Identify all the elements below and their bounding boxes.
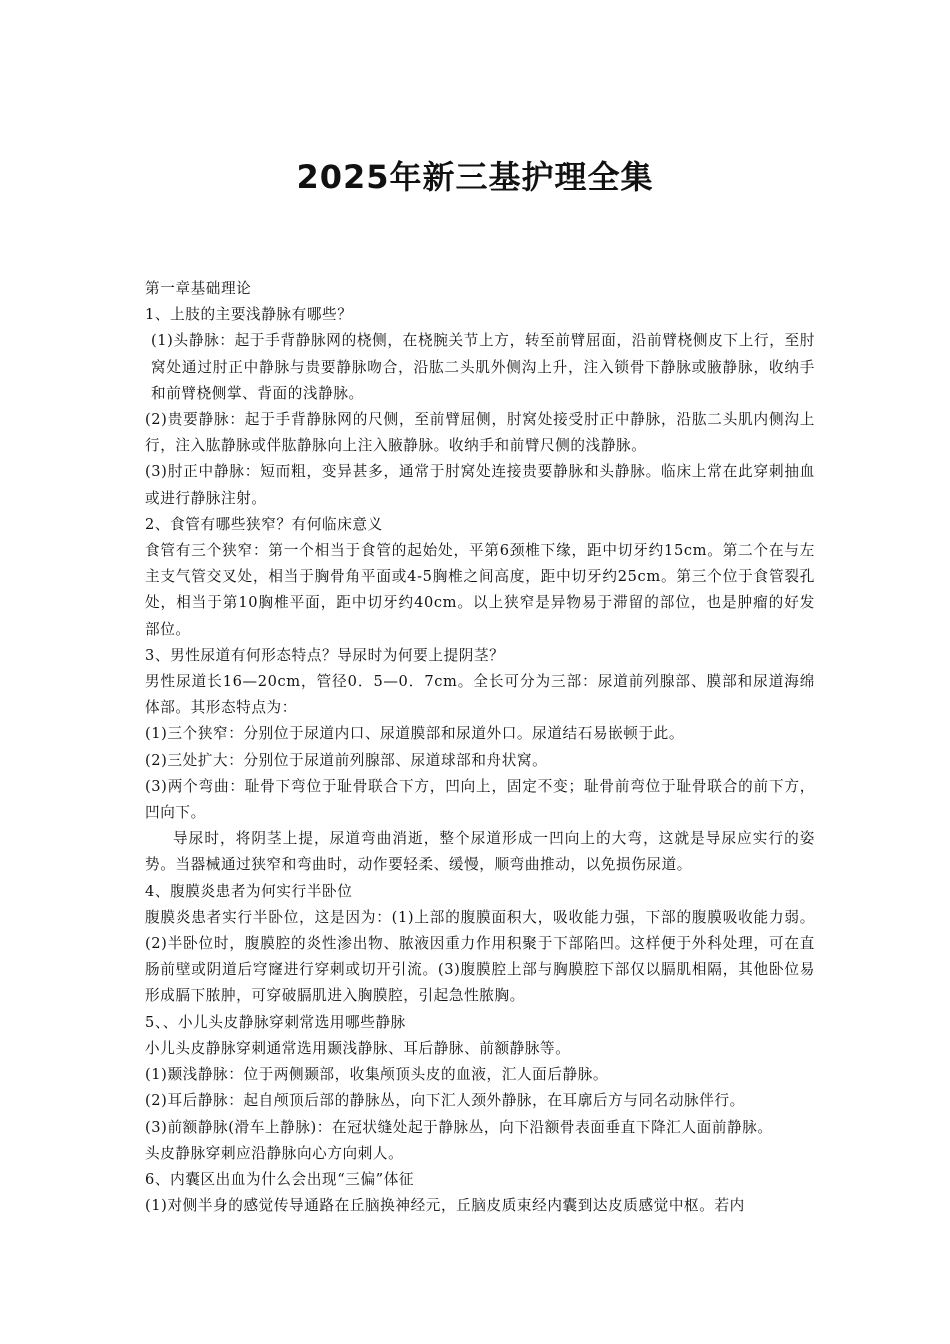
- answer-4: 腹膜炎患者实行半卧位，这是因为：(1)上部的腹膜面积大，吸收能力强，下部的腹膜吸收能力弱。(2)半卧位时，腹膜腔的炎性渗出物、脓液因重力作用积聚于下部陷凹。这样便于外科处理，可在直肠前壁或阴道后穹窿进行穿刺或切开引流。(3)腹膜腔上部与胸膜腔下部仅以膈肌相隔，其他卧位易形成膈下脓肿，可穿破膈肌进入胸膜腔，引起急性脓胸。: [145, 908, 815, 1005]
- question-2: 2、食管有哪些狭窄？有何临床意义: [145, 515, 383, 533]
- answer-5-note: 头皮静脉穿刺应沿静脉向心方向刺人。: [145, 1144, 404, 1162]
- answer-5-item-2: (2)耳后静脉：起自颅顶后部的静脉丛，向下汇人颈外静脉，在耳廓后方与同名动脉伴行。: [145, 1092, 745, 1110]
- answer-3-note: 导尿时，将阴茎上提，尿道弯曲消逝，整个尿道形成一凹向上的大弯，这就是导尿应实行的姿势。当器械通过狭窄和弯曲时，动作要轻柔、缓慢，顺弯曲推动，以免损伤尿道。: [145, 830, 815, 874]
- question-5: 5、、小儿头皮静脉穿刺常选用哪些静脉: [145, 1013, 406, 1031]
- document-title: 2025年新三基护理全集: [296, 158, 654, 196]
- answer-1-item-3: (3)肘正中静脉：短而粗，变异甚多，通常于肘窝处连接贵要静脉和头静脉。临床上常在此穿刺抽血或进行静脉注射。: [145, 463, 815, 507]
- answer-1-item-1: (1)头静脉：起于手背静脉网的桡侧，在桡腕关节上方，转至前臂屈面，沿前臂桡侧皮下上行，至肘窝处通过肘正中静脉与贵要静脉吻合，沿肱二头肌外侧沟上升，注入锁骨下静脉或腋静脉，收纳手和前臂桡侧掌、背面的浅静脉。: [151, 332, 815, 402]
- answer-6-item-1: (1)对侧半身的感觉传导通路在丘脑换神经元，丘脑皮质束经内囊到达皮质感觉中枢。若内: [145, 1197, 745, 1215]
- answer-1-item-2: (2)贵要静脉：起于手背静脉网的尺侧，至前臂屈侧，肘窝处接受肘正中静脉，沿肱二头肌内侧沟上行，注入肱静脉或伴肱静脉向上注入腋静脉。收纳手和前臂尺侧的浅静脉。: [145, 411, 815, 455]
- question-6: 6、内囊区出血为什么会出现“三偏”体征: [145, 1170, 415, 1188]
- answer-2: 食管有三个狭窄：第一个相当于食管的起始处，平第6颈椎下缘，距中切牙约15cm。第二个在与左主支气管交叉处，相当于胸骨角平面或4-5胸椎之间高度，距中切牙约25cm。第三个位于食管裂孔处，相当于第10胸椎平面，距中切牙约40cm。以上狭窄是异物易于滞留的部位，也是肿瘤的好发部位。: [145, 542, 815, 638]
- document-body: [145, 276, 815, 1219]
- question-3: 3、男性尿道有何形态特点？导尿时为何要上提阴茎？: [145, 646, 505, 664]
- answer-3-item-1: (1)三个狭窄：分别位于尿道内口、尿道膜部和尿道外口。尿道结石易嵌顿于此。: [145, 725, 685, 743]
- answer-5-item-3: (3)前额静脉(滑车上静脉)：在冠状缝处起于静脉丛，向下沿额骨表面垂直下降汇人面前静脉。: [145, 1118, 773, 1136]
- question-1: 1、上肢的主要浅静脉有哪些？: [145, 306, 353, 324]
- answer-3-item-2: (2)三处扩大：分别位于尿道前列腺部、尿道球部和舟状窝。: [145, 751, 548, 769]
- chapter-heading: 第一章基础理论: [145, 280, 252, 297]
- question-4: 4、腹膜炎患者为何实行半卧位: [145, 882, 353, 900]
- answer-5-intro: 小儿头皮静脉穿刺通常选用颞浅静脉、耳后静脉、前额静脉等。: [145, 1039, 571, 1057]
- answer-5-item-1: (1)颞浅静脉：位于两侧颞部，收集颅顶头皮的血液，汇人面后静脉。: [145, 1066, 609, 1084]
- answer-3-item-3: (3)两个弯曲：耻骨下弯位于耻骨联合下方，凹向上，固定不变；耻骨前弯位于耻骨联合的前下方，凹向下。: [145, 777, 815, 822]
- answer-3-intro: 男性尿道长16—20cm，管径0．5—0．7cm。全长可分为三部：尿道前列腺部、膜部和尿道海绵体部。其形态特点为：: [145, 673, 815, 717]
